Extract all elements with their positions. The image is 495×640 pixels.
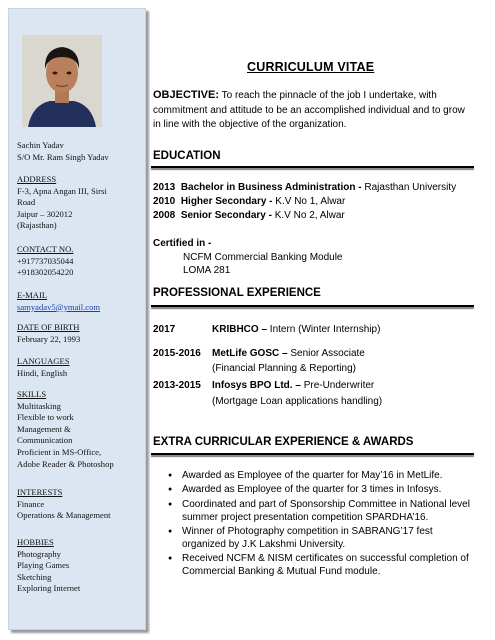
profile-photo [22, 35, 102, 127]
experience-detail: (Financial Planning & Reporting) [212, 363, 356, 374]
certification-item: LOMA 281 [183, 265, 231, 276]
phone-number: +918302054220 [17, 267, 74, 278]
section-divider [151, 166, 474, 168]
experience-period: 2017 [153, 324, 176, 335]
address-line: F-3, Apna Angan III, Sirsi [17, 185, 107, 196]
experience-entry [212, 324, 380, 335]
phone-number: +917737035044 [17, 255, 74, 266]
award-item: ● Coordinated and part of Sponsorship Committee in National level summer project presentation competition SPARDHA’16. [164, 499, 474, 525]
certified-label [153, 237, 211, 250]
skills-heading: SKILLS [17, 389, 47, 399]
address-heading: ADDRESS [17, 174, 57, 184]
experience-heading: PROFESSIONAL EXPERIENCE [153, 287, 321, 299]
interest-item: Operations & Management [17, 510, 111, 521]
sidebar-name-block [17, 140, 142, 163]
document-title: CURRICULUM VITAE [247, 60, 375, 74]
languages-heading: LANGUAGES [17, 356, 70, 366]
skill-item: Communication [17, 435, 73, 446]
education-row [153, 195, 345, 208]
objective-paragraph [153, 88, 468, 133]
award-item: ● Received NCFM & NISM certificates on successful completion of Commercial Banking & Mutual Fund module. [164, 553, 474, 579]
experience-company: Infosys BPO Ltd. – [212, 380, 301, 391]
hobby-item: Sketching [17, 571, 52, 582]
candidate-name: Sachin Yadav [17, 140, 64, 150]
education-degree: Senior Secondary - [180, 210, 272, 221]
experience-detail: (Mortgage Loan applications handling) [212, 396, 383, 407]
education-heading: EDUCATION [153, 150, 221, 162]
address-line: Road [17, 197, 36, 208]
education-year: 2010 [153, 196, 176, 207]
education-degree: Higher Secondary - [180, 196, 273, 207]
section-divider [151, 453, 474, 455]
email-block [17, 290, 142, 313]
hobby-item: Photography [17, 548, 61, 559]
education-row [153, 209, 345, 222]
dob-block [17, 322, 142, 345]
email-heading: E-MAIL [17, 290, 48, 300]
education-place: Rajasthan University [364, 182, 457, 193]
experience-company: MetLife GOSC – [212, 348, 288, 359]
section-divider [151, 305, 474, 307]
address-block [17, 174, 142, 232]
skill-item: Flexible to work [17, 412, 74, 423]
contact-heading: CONTACT NO. [17, 244, 74, 254]
hobbies-heading: HOBBIES [17, 537, 54, 547]
experience-period: 2015-2016 [153, 348, 201, 359]
experience-role: Senior Associate [290, 348, 365, 359]
award-item: ● Awarded as Employee of the quarter for May’16 in MetLife. [164, 470, 474, 483]
contact-block [17, 244, 142, 279]
interests-block [17, 487, 142, 522]
profile-photo-image [22, 35, 102, 127]
parent-name: S/O Mr. Ram Singh Yadav [17, 151, 109, 162]
objective-text: To reach the pinnacle of the job I undertake, with commitment and attitude to be an accomplished individual and to grow in line with the objective of the organization. [153, 90, 465, 130]
interest-item: Finance [17, 498, 45, 509]
skill-item: Management & [17, 423, 71, 434]
award-item: ● Awarded as Employee of the quarter for 3 times in Infosys. [164, 484, 474, 497]
address-line: Jaipur – 302012 [17, 208, 73, 219]
hobby-item: Playing Games [17, 560, 70, 571]
experience-role: Pre-Underwriter [303, 380, 375, 391]
awards-list [164, 470, 474, 580]
experience-role: Intern (Winter Internship) [269, 324, 381, 335]
hobby-item: Exploring Internet [17, 583, 81, 594]
experience-entry [212, 380, 374, 391]
languages-block [17, 356, 142, 379]
experience-company: KRIBHCO – [212, 324, 268, 335]
skill-item: Proficient in MS-Office, [17, 446, 102, 457]
certified-label-text: Certified in - [153, 238, 212, 249]
education-place: K.V No 1, Alwar [275, 196, 346, 207]
education-row [153, 181, 456, 194]
languages-value: Hindi, English [17, 367, 68, 378]
dob-heading: DATE OF BIRTH [17, 322, 80, 332]
education-degree: Bachelor in Business Administration - [180, 182, 362, 193]
experience-period: 2013-2015 [153, 380, 201, 391]
interests-heading: INTERESTS [17, 487, 63, 497]
objective-label: OBJECTIVE: [153, 89, 220, 101]
education-year: 2008 [153, 210, 176, 221]
education-place: K.V No 2, Alwar [274, 210, 345, 221]
skill-item: Multitasking [17, 400, 61, 411]
award-item: ● Winner of Photography competition in SABRANG’17 fest organized by J.K Lakshmi University. [164, 526, 474, 552]
experience-entry [212, 348, 365, 359]
hobbies-block [17, 537, 142, 595]
email-link[interactable]: samyadav5@ymail.com [17, 301, 101, 312]
extra-curricular-heading: EXTRA CURRICULAR EXPERIENCE & AWARDS [153, 436, 414, 448]
certification-item: NCFM Commercial Banking Module [183, 252, 343, 263]
skill-item: Adobe Reader & Photoshop [17, 458, 114, 469]
dob-value: February 22, 1993 [17, 333, 81, 344]
education-year: 2013 [153, 182, 176, 193]
skills-block [17, 389, 142, 470]
address-line: (Rajasthan) [17, 220, 57, 231]
